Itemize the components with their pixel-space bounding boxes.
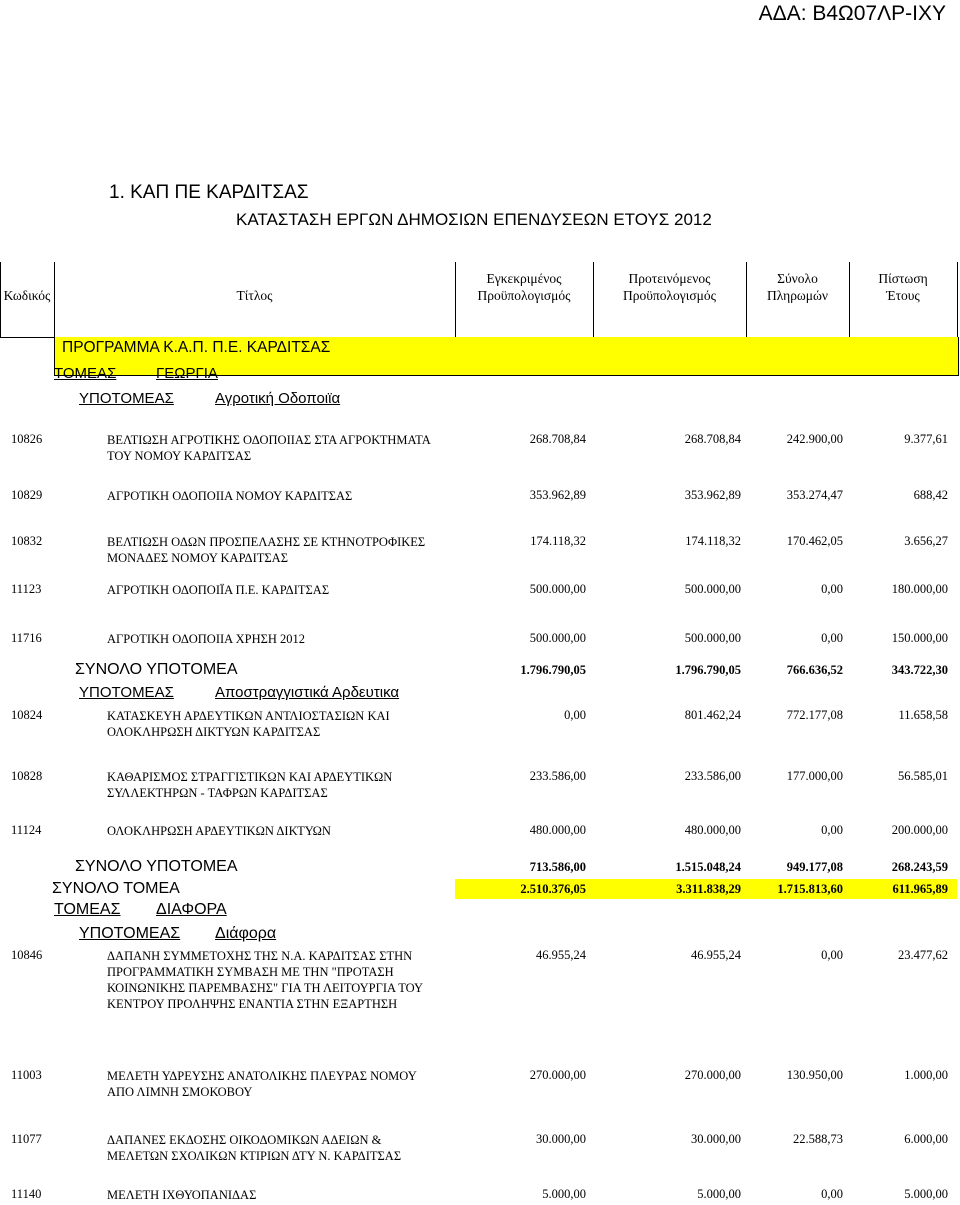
row-code: 11140 — [11, 1187, 42, 1201]
row-credit: 688,42 — [913, 488, 948, 502]
row-title: ΜΕΛΕΤΗ ΙΧΘΥΟΠΑΝΙΔΑΣ — [107, 1188, 257, 1202]
program-title: ΠΡΟΓΡΑΜΜΑ Κ.Α.Π. Π.Ε. ΚΑΡΔΙΤΣΑΣ — [62, 339, 331, 356]
row-title: ΔΑΠΑΝΗ ΣΥΜΜΕΤΟΧΗΣ ΤΗΣ Ν.Α. ΚΑΡΔΙΤΣΑΣ ΣΤΗΝ ΠΡΟΓΡΑΜΜΑΤΙΚΗ ΣΥΜΒΑΣΗ ΜΕ ΤΗΝ "ΠΡΟΤΑΣΗ ΚΟΙΝΩΝΙΚΗΣ ΠΑΡΕΜΒΑΣΗΣ" ΓΙΑ ΤΗ ΛΕΙΤΟΥΡΓΙΑ ΤΟΥ ΚΕΝΤΡΟΥ ΠΡΟΛΗΨΗΣ ΕΝΑΝΤΙΑ ΣΤΗΝ ΕΞΑΡΤΗΣΗ — [107, 949, 423, 1011]
sector-total-credit: 611.965,89 — [892, 882, 948, 896]
row-code: 10832 — [11, 534, 43, 548]
row-proposed: 801.462,24 — [684, 708, 741, 722]
row-approved: 0,00 — [564, 708, 586, 722]
row-proposed: 353.962,89 — [684, 488, 741, 502]
row-payments: 0,00 — [821, 948, 843, 962]
row-payments: 0,00 — [821, 1187, 843, 1201]
row-title: ΑΓΡΟΤΙΚΗ ΟΔΟΠΟΙΪΑ Π.Ε. ΚΑΡΔΙΤΣΑΣ — [107, 583, 330, 597]
sector-name: ΔΙΑΦΟΡΑ — [156, 901, 227, 918]
subtotal-approved: 713.586,00 — [529, 860, 586, 874]
row-code: 10828 — [11, 769, 43, 783]
header-code: Κωδικός — [3, 288, 51, 303]
row-credit: 1.000,00 — [904, 1068, 948, 1082]
subsector-label: ΥΠΟΤΟΜΕΑΣ — [79, 390, 174, 407]
row-approved: 174.118,32 — [530, 534, 586, 548]
row-proposed: 30.000,00 — [691, 1132, 741, 1146]
sector-total-approved: 2.510.376,05 — [520, 882, 586, 896]
row-title: ΟΛΟΚΛΗΡΩΣΗ ΑΡΔΕΥΤΙΚΩΝ ΔΙΚΤΥΩΝ — [107, 824, 331, 838]
row-credit: 9.377,61 — [904, 432, 948, 446]
row-approved: 5.000,00 — [542, 1187, 586, 1201]
sector-label: ΤΟΜΕΑΣ — [54, 901, 121, 918]
header-title: Τίτλος — [236, 288, 273, 303]
row-approved: 233.586,00 — [529, 769, 586, 783]
row-payments: 170.462,05 — [786, 534, 843, 548]
row-title: ΔΑΠΑΝΕΣ ΕΚΔΟΣΗΣ ΟΙΚΟΔΟΜΙΚΩΝ ΑΔΕΙΩΝ & ΜΕΛΕΤΩΝ ΣΧΟΛΙΚΩΝ ΚΤΙΡΙΩΝ ΔΤΥ Ν. ΚΑΡΔΙΤΣΑΣ — [107, 1133, 402, 1163]
subtotal-credit: 343.722,30 — [891, 663, 948, 677]
subtotal-label: ΣΥΝΟΛΟ ΥΠΟΤΟΜΕΑ — [75, 661, 238, 678]
subtotal-payments: 949.177,08 — [786, 860, 843, 874]
row-payments: 242.900,00 — [786, 432, 843, 446]
row-payments: 177.000,00 — [786, 769, 843, 783]
row-code: 11003 — [11, 1068, 42, 1082]
row-approved: 270.000,00 — [529, 1068, 586, 1082]
subtotal-payments: 766.636,52 — [786, 663, 843, 677]
row-code: 10826 — [11, 432, 43, 446]
row-approved: 268.708,84 — [529, 432, 586, 446]
sector-total-payments: 1.715.813,60 — [777, 882, 843, 896]
row-code: 10846 — [11, 948, 43, 962]
row-proposed: 480.000,00 — [684, 823, 741, 837]
subsector-label: ΥΠΟΤΟΜΕΑΣ — [79, 925, 181, 942]
row-title: ΒΕΛΤΙΩΣΗ ΑΓΡΟΤΙΚΗΣ ΟΔΟΠΟΙΙΑΣ ΣΤΑ ΑΓΡΟΚΤΗΜΑΤΑ ΤΟΥ ΝΟΜΟΥ ΚΑΡΔΙΤΣΑΣ — [107, 433, 431, 463]
row-title: ΚΑΤΑΣΚΕΥΗ ΑΡΔΕΥΤΙΚΩΝ ΑΝΤΛΙΟΣΤΑΣΙΩΝ ΚΑΙ ΟΛΟΚΛΗΡΩΣΗ ΔΙΚΤΥΩΝ ΚΑΡΔΙΤΣΑΣ — [107, 709, 390, 739]
sector-name: ΓΕΩΡΓΙΑ — [156, 365, 218, 382]
row-credit: 200.000,00 — [891, 823, 948, 837]
row-code: 11077 — [11, 1132, 42, 1146]
row-title: ΒΕΛΤΙΩΣΗ ΟΔΩΝ ΠΡΟΣΠΕΛΑΣΗΣ ΣΕ ΚΤΗΝΟΤΡΟΦΙΚΕΣ ΜΟΝΑΔΕΣ ΝΟΜΟΥ ΚΑΡΔΙΤΣΑΣ — [107, 535, 426, 565]
row-proposed: 5.000,00 — [697, 1187, 741, 1201]
page-title: 1. ΚΑΠ ΠΕ ΚΑΡΔΙΤΣΑΣ — [109, 182, 309, 203]
row-payments: 353.274,47 — [786, 488, 843, 502]
row-title: ΑΓΡΟΤΙΚΗ ΟΔΟΠΟΙΙΑ ΧΡΗΣΗ 2012 — [107, 632, 306, 646]
sector-label: ΤΟΜΕΑΣ — [54, 365, 117, 382]
row-code: 10824 — [11, 708, 43, 722]
row-approved: 353.962,89 — [529, 488, 586, 502]
row-credit: 5.000,00 — [904, 1187, 948, 1201]
row-approved: 46.955,24 — [536, 948, 586, 962]
row-title: ΚΑΘΑΡΙΣΜΟΣ ΣΤΡΑΓΓΙΣΤΙΚΩΝ ΚΑΙ ΑΡΔΕΥΤΙΚΩΝ ΣΥΛΛΕΚΤΗΡΩΝ - ΤΑΦΡΩΝ ΚΑΡΔΙΤΣΑΣ — [107, 770, 393, 800]
row-proposed: 233.586,00 — [684, 769, 741, 783]
subsector-name: Αποστραγγιστικά Αρδευτικα — [215, 684, 400, 701]
subtotal-proposed: 1.796.790,05 — [675, 663, 741, 677]
sector-total-proposed: 3.311.838,29 — [676, 882, 741, 896]
row-proposed: 46.955,24 — [691, 948, 741, 962]
row-credit: 6.000,00 — [904, 1132, 948, 1146]
subsector-name: Διάφορα — [215, 925, 277, 942]
sector-total-label: ΣΥΝΟΛΟ ΤΟΜΕΑ — [52, 880, 180, 897]
row-credit: 180.000,00 — [891, 582, 948, 596]
row-credit: 3.656,27 — [904, 534, 948, 548]
page-subtitle: ΚΑΤΑΣΤΑΣΗ ΕΡΓΩΝ ΔΗΜΟΣΙΩΝ ΕΠΕΝΔΥΣΕΩΝ ΕΤΟΥΣ 2012 — [236, 210, 712, 229]
subtotal-proposed: 1.515.048,24 — [675, 860, 741, 874]
header-approved: Εγκεκριμένος Προϋπολογισμός — [477, 271, 571, 303]
row-proposed: 174.118,32 — [685, 534, 741, 548]
row-payments: 22.588,73 — [793, 1132, 843, 1146]
subsector-label: ΥΠΟΤΟΜΕΑΣ — [79, 684, 174, 701]
row-code: 10829 — [11, 488, 43, 502]
row-code: 11716 — [11, 631, 42, 645]
row-code: 11123 — [11, 582, 42, 596]
subtotal-label: ΣΥΝΟΛΟ ΥΠΟΤΟΜΕΑ — [75, 858, 238, 875]
row-approved: 500.000,00 — [529, 582, 586, 596]
row-payments: 0,00 — [821, 823, 843, 837]
row-credit: 150.000,00 — [891, 631, 948, 645]
doc-code: ΑΔΑ: Β4Ω07ΛΡ-ΙΧΥ — [758, 2, 946, 25]
subtotal-credit: 268.243,59 — [891, 860, 948, 874]
subsector-name: Αγροτική Οδοποιϊα — [215, 390, 341, 407]
subtotal-approved: 1.796.790,05 — [520, 663, 586, 677]
header-credit: Πίστωση Έτους — [878, 271, 928, 303]
row-credit: 56.585,01 — [898, 769, 948, 783]
row-credit: 11.658,58 — [898, 708, 948, 722]
row-payments: 0,00 — [821, 631, 843, 645]
row-proposed: 500.000,00 — [684, 631, 741, 645]
row-approved: 500.000,00 — [529, 631, 586, 645]
row-payments: 772.177,08 — [786, 708, 843, 722]
row-proposed: 500.000,00 — [684, 582, 741, 596]
row-title: ΜΕΛΕΤΗ ΥΔΡΕΥΣΗΣ ΑΝΑΤΟΛΙΚΗΣ ΠΛΕΥΡΑΣ ΝΟΜΟΥ ΑΠΟ ΛΙΜΝΗ ΣΜΟΚΟΒΟΥ — [107, 1069, 417, 1099]
header-payments: Σύνολο Πληρωμών — [766, 271, 829, 303]
row-title: ΑΓΡΟΤΙΚΗ ΟΔΟΠΟΙΙΑ ΝΟΜΟΥ ΚΑΡΔΙΤΣΑΣ — [107, 489, 353, 503]
row-approved: 30.000,00 — [536, 1132, 586, 1146]
row-credit: 23.477,62 — [898, 948, 948, 962]
row-payments: 0,00 — [821, 582, 843, 596]
row-proposed: 270.000,00 — [684, 1068, 741, 1082]
row-payments: 130.950,00 — [786, 1068, 843, 1082]
header-proposed: Προτεινόμενος Προϋπολογισμός — [623, 271, 716, 303]
row-code: 11124 — [11, 823, 42, 837]
row-approved: 480.000,00 — [529, 823, 586, 837]
row-proposed: 268.708,84 — [684, 432, 741, 446]
